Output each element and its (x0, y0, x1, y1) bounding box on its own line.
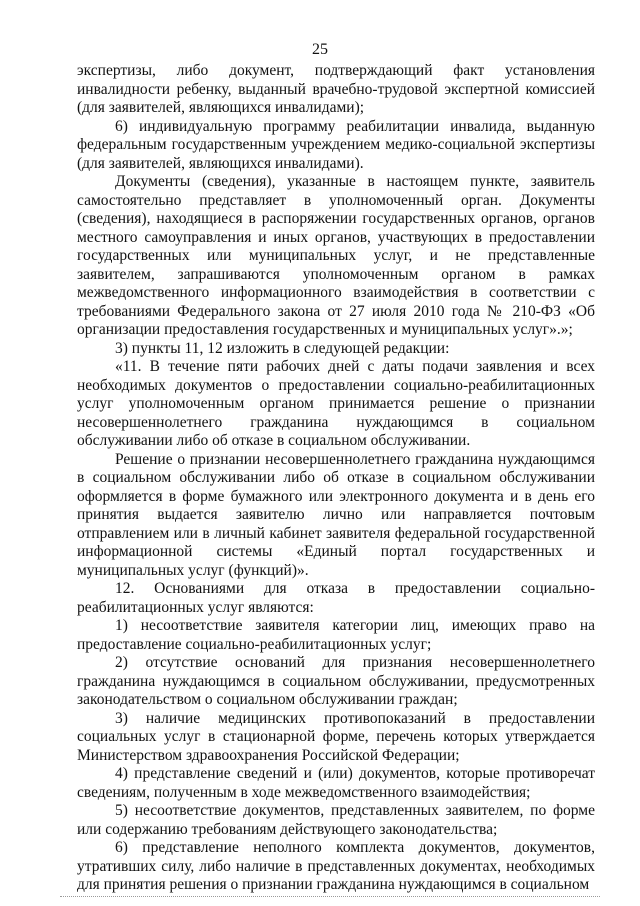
scan-edge-divider (60, 896, 600, 897)
paragraph: 3) наличие медицинских противопоказаний в предоставлении социальных услуг в стационарной форме, перечень которых утверждается Министерством здравоохранения Российской Федерации; (77, 709, 595, 764)
paragraph: 1) несоответствие заявителя категории лиц, имеющих право на предоставление социально-реабилитационных услуг; (77, 617, 595, 653)
paragraph: 5) несоответствие документов, представленных заявителем, по форме или содержанию требованиям действующего законодательства; (77, 802, 595, 838)
paragraph: 12. Основаниями для отказа в предоставлении социально-реабилитационных услуг являются: (77, 580, 595, 616)
paragraph: 6) индивидуальную программу реабилитации инвалида, выданную федеральным государственным учреждением медико-социальной экспертизы (для заявителей, являющихся инвалидами). (77, 117, 595, 172)
paragraph: «11. В течение пяти рабочих дней с даты подачи заявления и всех необходимых документов о предоставлении социально-реабилитационных услуг уполномоченным органом принимается решение о признании несовершеннолетнего гражданина нуждающимся в социальном обслуживании либо об отказе в социальном обслуживании. (77, 358, 595, 449)
paragraph: 4) представление сведений и (или) документов, которые противоречат сведениям, полученным в ходе межведомственного взаимодействия; (77, 765, 595, 801)
paragraph: Документы (сведения), указанные в настоящем пункте, заявитель самостоятельно представляет в уполномоченный орган. Документы (сведения), находящиеся в распоряжении государственных органов, органов местного самоуправления и иных органов, участвующих в предоставлении государственных или муниципальных услуг, и не представленные заявителем, запрашиваются уполномоченным органом в рамках межведомственного информационного взаимодействия в соответствии с требованиями Федерального закона от 27 июля 2010 года № 210-ФЗ «Об организации предоставления государственных и муниципальных услуг».»; (77, 173, 595, 338)
paragraph: 2) отсутствие оснований для признания несовершеннолетнего гражданина нуждающимся в социальном обслуживании, предусмотренных законодательством о социальном обслуживании граждан; (77, 654, 595, 708)
paragraph: экспертизы, либо документ, подтверждающий факт установления инвалидности ребенку, выданный врачебно-трудовой экспертной комиссией (для заявителей, являющихся инвалидами); (77, 62, 595, 116)
paragraph: 6) представление неполного комплекта документов, документов, утративших силу, либо наличие в представленных документах, необходимых для принятия решения о признании гражданина нуждающимся в социальном (77, 839, 595, 893)
paragraph: 3) пункты 11, 12 изложить в следующей редакции: (115, 339, 450, 357)
page-number: 25 (312, 41, 328, 58)
document-body (77, 62, 595, 895)
paragraph: Решение о признании несовершеннолетнего гражданина нуждающимся в социальном обслуживании либо об отказе в социальном обслуживании оформляется в форме бумажного или электронного документа и в день его принятия выдается заявителю лично или направляется почтовым отправлением или в личный кабинет заявителя федеральной государственной информационной системы «Единый портал государственных и муниципальных услуг (функций)». (77, 450, 595, 579)
